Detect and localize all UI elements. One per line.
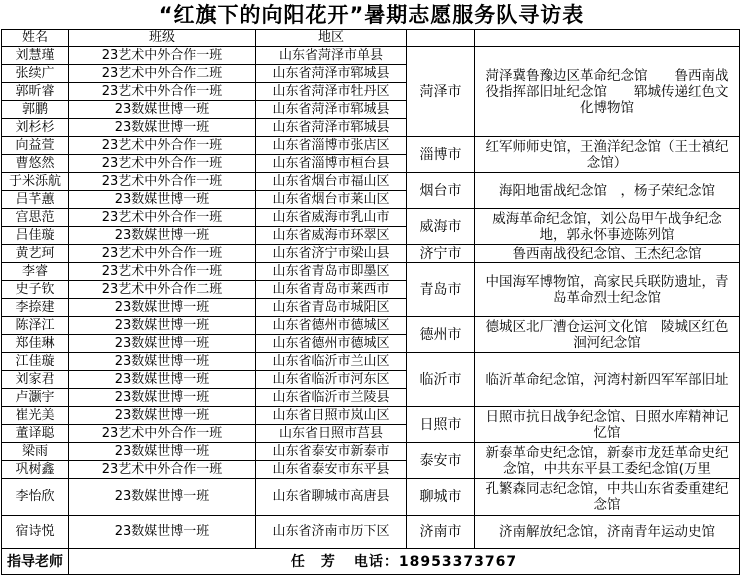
table-row [2,317,740,335]
group-destinations: 济南解放纪念馆，济南青年运动史馆 [475,516,740,549]
member-region: 山东省菏泽市牡丹区 [256,83,407,101]
visit-table [1,29,740,575]
table-row [2,209,740,227]
group-destinations: 临沂革命纪念馆，河湾村新四军军部旧址 [475,353,740,407]
member-class: 23艺术中外合作二班 [69,281,256,299]
table-row [2,443,740,461]
member-region: 山东省临沂市兰陵县 [256,389,407,407]
table-row [2,47,740,65]
group-city: 聊城市 [407,479,475,516]
group-city: 泰安市 [407,443,475,479]
page-title: “红旗下的向阳花开”暑期志愿服务队寻访表 [158,3,585,27]
member-class: 23艺术中外合作一班 [69,137,256,155]
group-destinations: 日照市抗日战争纪念馆、日照水库精神记忆馆 [475,407,740,443]
phone-number: 18953373767 [398,553,518,570]
table-row [2,516,740,549]
member-region: 山东省聊城市高唐县 [256,479,407,516]
table-row [2,245,740,263]
member-class: 23艺术中外合作一班 [69,245,256,263]
member-class: 23艺术中外合作一班 [69,209,256,227]
group-destinations: 孔繁森同志纪念馆，中共山东省委重建纪念馆 [475,479,740,516]
group-destinations: 菏泽冀鲁豫边区革命纪念馆 鲁西南战役指挥部旧址纪念馆 郓城传递红色文化博物馆 [475,47,740,137]
member-region: 山东省菏泽市郓城县 [256,119,407,137]
group-destinations: 中国海军博物馆，高家民兵联防遗址，青岛革命烈士纪念馆 [475,263,740,317]
group-city: 威海市 [407,209,475,245]
member-name: 刘家君 [2,371,69,389]
group-destinations: 德城区北厂漕仓运河文化馆 陵城区红色洄河纪念馆 [475,317,740,353]
header-region: 地区 [256,30,407,47]
member-class: 23艺术中外合作一班 [69,47,256,65]
member-region: 山东省青岛市即墨区 [256,263,407,281]
member-class: 23数媒世博一班 [69,299,256,317]
group-city: 青岛市 [407,263,475,317]
member-region: 山东省济宁市梁山县 [256,245,407,263]
member-class: 23数媒世博一班 [69,317,256,335]
header-row [2,30,740,47]
member-region: 山东省威海市乳山市 [256,209,407,227]
footer-label: 指导老师 [2,549,69,575]
group-city: 淄博市 [407,137,475,173]
group-destinations: 海阳地雷战纪念馆 ，杨子荣纪念馆 [475,173,740,209]
member-class: 23数媒世博一班 [69,227,256,245]
member-class: 23数媒世博一班 [69,353,256,371]
header-city [407,30,475,47]
member-region: 山东省青岛市城阳区 [256,299,407,317]
member-name: 江佳璇 [2,353,69,371]
member-region: 山东省烟台市福山区 [256,173,407,191]
table-row [2,479,740,516]
member-class: 23数媒世博一班 [69,191,256,209]
member-class: 23艺术中外合作二班 [69,65,256,83]
member-class: 23艺术中外合作一班 [69,461,256,479]
member-name: 刘杉杉 [2,119,69,137]
member-class: 23艺术中外合作一班 [69,263,256,281]
footer-row [2,549,740,575]
group-city: 烟台市 [407,173,475,209]
member-region: 山东省淄博市桓台县 [256,155,407,173]
group-destinations: 威海革命纪念馆，刘公岛甲午战争纪念地，郭永怀事迹陈列馆 [475,209,740,245]
member-region: 山东省菏泽市郓城县 [256,65,407,83]
group-city: 菏泽市 [407,47,475,137]
member-name: 郑佳琳 [2,335,69,353]
group-destinations: 鲁西南战役纪念馆、王杰纪念馆 [475,245,740,263]
header-class: 班级 [69,30,256,47]
member-class: 23数媒世博一班 [69,389,256,407]
member-class: 23艺术中外合作一班 [69,173,256,191]
member-name: 卢灏宇 [2,389,69,407]
member-name: 宿诗悦 [2,516,69,549]
member-region: 山东省威海市环翠区 [256,227,407,245]
member-name: 曹悠然 [2,155,69,173]
member-name: 崔光美 [2,407,69,425]
member-name: 黄艺珂 [2,245,69,263]
group-destinations: 新泰革命史纪念馆，新泰市龙廷革命史纪念馆，中共东平县工委纪念馆(万里 [475,443,740,479]
group-city: 临沂市 [407,353,475,407]
header-destinations [475,30,740,47]
member-region: 山东省泰安市东平县 [256,461,407,479]
member-name: 李捺建 [2,299,69,317]
table-row [2,137,740,155]
header-name: 姓名 [2,30,69,47]
member-name: 刘慧瑾 [2,47,69,65]
member-region: 山东省日照市岚山区 [256,407,407,425]
member-name: 巩树鑫 [2,461,69,479]
member-region: 山东省临沂市兰山区 [256,353,407,371]
member-name: 张续广 [2,65,69,83]
member-name: 史子钦 [2,281,69,299]
member-class: 23数媒世博一班 [69,371,256,389]
member-region: 山东省青岛市莱西市 [256,281,407,299]
member-name: 向益萱 [2,137,69,155]
member-name: 吕佳璇 [2,227,69,245]
member-region: 山东省临沂市河东区 [256,371,407,389]
member-class: 23数媒世博一班 [69,479,256,516]
member-region: 山东省烟台市莱山区 [256,191,407,209]
group-city: 济宁市 [407,245,475,263]
member-class: 23数媒世博一班 [69,119,256,137]
footer-contact [69,549,740,575]
table-row [2,263,740,281]
member-class: 23数媒世博一班 [69,335,256,353]
phone-label: 电话： [353,553,399,570]
group-city: 济南市 [407,516,475,549]
member-region: 山东省德州市德城区 [256,335,407,353]
member-name: 李怡欣 [2,479,69,516]
member-name: 郭鹏 [2,101,69,119]
member-name: 吕芊蕙 [2,191,69,209]
member-name: 董译聪 [2,425,69,443]
group-city: 日照市 [407,407,475,443]
group-city: 德州市 [407,317,475,353]
member-region: 山东省菏泽市郓城县 [256,101,407,119]
member-class: 23数媒世博一班 [69,407,256,425]
group-destinations: 红军师师史馆，王渔洋纪念馆（王士禛纪念馆） [475,137,740,173]
member-name: 郭昕睿 [2,83,69,101]
member-name: 陈泽江 [2,317,69,335]
teacher-name: 任 芳 [290,553,336,570]
member-name: 李睿 [2,263,69,281]
table-row [2,353,740,371]
member-name: 宫思范 [2,209,69,227]
member-class: 23艺术中外合作一班 [69,425,256,443]
member-name: 梁雨 [2,443,69,461]
member-class: 23艺术中外合作一班 [69,155,256,173]
member-region: 山东省日照市莒县 [256,425,407,443]
member-class: 23艺术中外合作一班 [69,83,256,101]
member-region: 山东省济南市历下区 [256,516,407,549]
member-class: 23数媒世博一班 [69,101,256,119]
member-class: 23数媒世博一班 [69,516,256,549]
member-region: 山东省泰安市新泰市 [256,443,407,461]
table-row [2,407,740,425]
member-region: 山东省菏泽市单县 [256,47,407,65]
member-name: 于米泺航 [2,173,69,191]
member-region: 山东省德州市德城区 [256,317,407,335]
member-region: 山东省淄博市张店区 [256,137,407,155]
table-row [2,173,740,191]
member-class: 23数媒世博一班 [69,443,256,461]
